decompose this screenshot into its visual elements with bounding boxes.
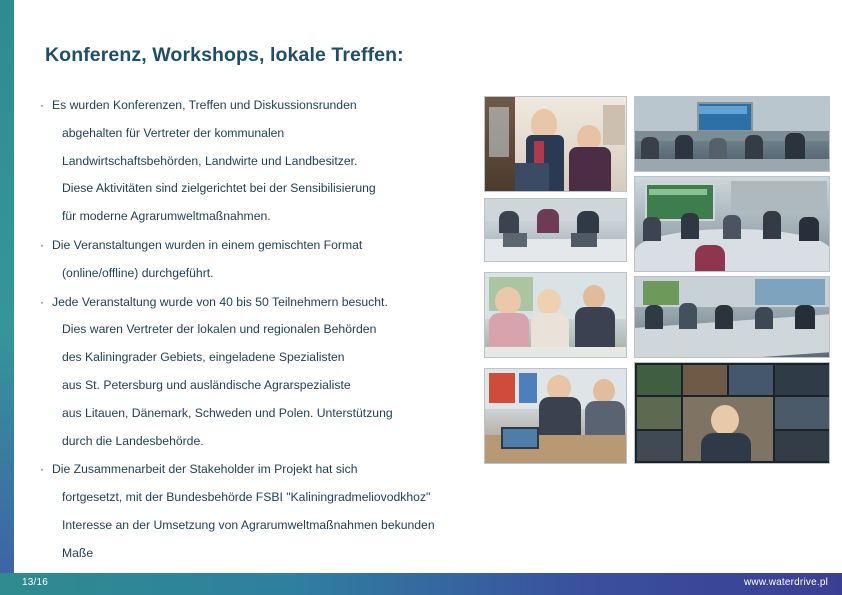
page-title: Konferenz, Workshops, lokale Treffen: <box>45 44 404 66</box>
bullet-line: Die Veranstaltungen wurden in einem gemischten Format <box>52 237 363 252</box>
bullet-marker: · <box>40 462 44 477</box>
list-item <box>40 92 470 231</box>
site-url: www.waterdrive.pl <box>744 577 828 588</box>
bullet-marker: · <box>40 237 44 252</box>
bullet-line: (online/offline) durchgeführt. <box>62 265 214 280</box>
bullet-marker: · <box>40 294 44 309</box>
photo-round-table-meeting <box>634 176 830 272</box>
list-item <box>40 289 470 456</box>
bullet-line: für moderne Agrarumweltmaßnahmen. <box>62 209 271 224</box>
bullet-line: abgehalten für Vertreter der kommunalen <box>62 125 285 140</box>
bullet-line: Es wurden Konferenzen, Treffen und Diskussionsrunden <box>52 98 357 112</box>
photo-meeting-laptops <box>484 198 627 262</box>
bullet-line: Interesse an der Umsetzung von Agrarumweltmaßnahmen bekunden <box>62 517 435 532</box>
bullet-marker: · <box>40 98 44 112</box>
list-item <box>40 456 470 567</box>
bullet-line: Maße <box>62 545 94 560</box>
page-number: 13/16 <box>22 577 49 588</box>
bullet-line: durch die Landesbehörde. <box>62 433 204 448</box>
photo-three-participants <box>484 272 627 358</box>
bullet-line: Diese Aktivitäten sind zielgerichtet bei der Sensibilisierung <box>62 181 376 196</box>
bullet-line: des Kaliningrader Gebiets, eingeladene Spezialisten <box>62 350 345 365</box>
bullet-line: fortgesetzt, mit der Bundesbehörde FSBI "Kaliningradmeliovodkhoz" <box>62 490 431 505</box>
footer-bar <box>0 573 842 595</box>
bullet-list <box>40 92 470 569</box>
left-accent-bar <box>0 0 14 595</box>
bullet-line: Die Zusammenarbeit der Stakeholder im Projekt hat sich <box>52 462 358 477</box>
bullet-line: Jede Veranstaltung wurde von 40 bis 50 Teilnehmern besucht. <box>52 294 388 309</box>
bullet-line: Dies waren Vertreter der lokalen und regionalen Behörden <box>62 322 377 337</box>
photo-seminar-long-table <box>634 276 830 358</box>
photo-workshop-desk <box>484 368 627 464</box>
bullet-line: aus Litauen, Dänemark, Schweden und Polen. Unterstützung <box>62 405 393 420</box>
bullet-line: Landwirtschaftsbehörden, Landwirte und Landbesitzer. <box>62 153 358 168</box>
photo-conference-room-screen <box>634 96 830 172</box>
photo-gallery <box>484 96 830 468</box>
photo-online-video-call <box>634 362 830 464</box>
bullet-line: aus St. Petersburg und ausländische Agrarspezialiste <box>62 377 351 392</box>
list-item <box>40 232 470 288</box>
photo-speaker-presentation <box>484 96 627 192</box>
